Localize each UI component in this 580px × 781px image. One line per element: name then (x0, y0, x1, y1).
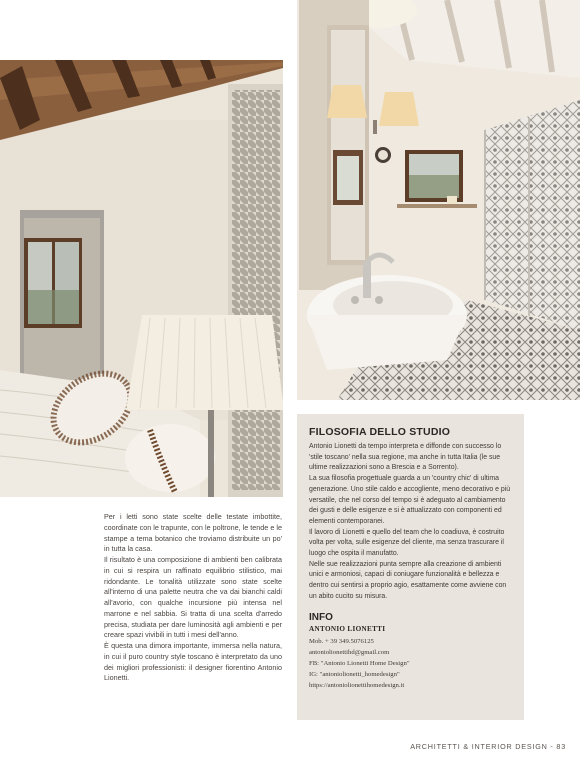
sidebar-paragraph: Il lavoro di Lionetti e quello del team che lo coadiuva, è costruito volta per volta, sulle esigenze del cliente, ma senza trascurare il luogo che ospita il manufatto. (309, 528, 505, 558)
info-phone: Mob. + 39 349.5076125 (309, 637, 374, 645)
info-website-link[interactable]: https://antoniolionettihomedesign.it (309, 681, 405, 689)
article-body (104, 512, 282, 684)
body-paragraph: È questa una dimora importante, immersa nella natura, in cui il puro country style toscano è interpretato da uno dei migliori professionisti: il designer fiorentino Antonio Lionetti. (104, 641, 282, 683)
sidebar-paragraph: Nelle sue realizzazioni punta sempre alla creazione di ambienti unici e armoniosi, capaci di coniugare funzionalità e bellezza e dentro cui sentirsi a proprio agio, esattamente come avviene con un abito cucito su misura. (309, 560, 507, 600)
info-instagram: IG: "antoniolionetti_homedesign" (309, 670, 400, 678)
bedroom-photo (0, 60, 283, 497)
body-paragraph: Il risultato è una composizione di ambienti ben calibrata in cui si respira un raffinato equilibrio stilistico, mai ridondante. Le tonalità utilizzate sono state scelte all'interno di una palette neutra che va dai bianchi caldi all'avorio, con qualche incursione più intensa nel marrone e nel sabbia. Si tratta di una scelta d'arredo precisa, studiata per dare luminosità agli ambienti e per creare spazi vivibili in tutti i mesi dell'anno. (104, 555, 282, 640)
info-email-link[interactable]: antoniolionettihd@gmail.com (309, 648, 390, 656)
info-facebook: FB: "Antonio Lionetti Home Design" (309, 659, 410, 667)
info-name: ANTONIO LIONETTI (309, 624, 386, 633)
sidebar-title: FILOSOFIA DELLO STUDIO (309, 426, 451, 438)
sidebar-text (309, 442, 512, 603)
info-title: INFO (309, 611, 333, 623)
bathroom-photo (297, 0, 580, 400)
sidebar-paragraph: La sua filosofia progettuale guarda a un 'country chic' di ultima generazione. Uno stile caldo e accogliente, meno decorativo e più versatile, che nel corso del tempo si è adeguato al cambiamento dei gusti e delle esigenze e si è attualizzato con componenti ed elementi contemporanei. (309, 475, 511, 525)
body-paragraph: Per i letti sono state scelte delle testate imbottite, coordinate con le trapunte, con le poltrone, le tende e le stampe a tema botanico che troviamo distribuite un po' in tutta la casa. (104, 512, 282, 554)
studio-philosophy-box (297, 414, 524, 720)
sidebar-paragraph: Antonio Lionetti da tempo interpreta e diffonde con successo lo 'stile toscano' nella sua regione, ma anche in tutta Italia (le sue ultime realizzazioni sono a Brescia e a Sorrento). (309, 443, 502, 472)
page-footer: ARCHITETTI & INTERIOR DESIGN - 83 (410, 742, 566, 751)
